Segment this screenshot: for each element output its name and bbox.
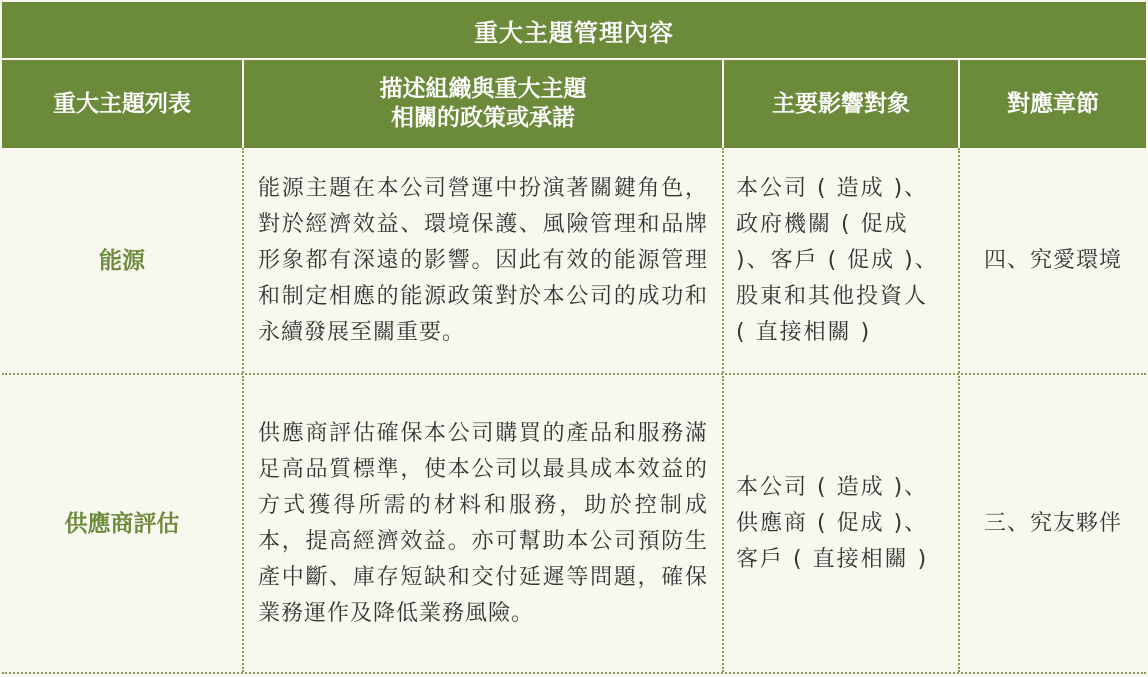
header-impact: 主要影響對象: [724, 60, 960, 148]
header-topic: 重大主題列表: [2, 60, 244, 148]
description-text: 供應商評估確保本公司購買的產品和服務滿足高品質標準，使本公司以最具成本效益的方式獲得所需的材料和服務，助於控制成本，提高經濟效益。亦可幫助本公司預防生產中斷、庫存短缺和交付延遲等問題，確保業務運作及降低業務風險。: [258, 421, 708, 626]
header-description-line2: 相關的政策或承諾: [391, 105, 575, 131]
impact-text: 本公司 ( 造成 )、供應商 ( 促成 )、客戶 ( 直接相關 ): [736, 475, 929, 572]
topic-cell: 能源: [2, 148, 244, 373]
description-cell: [244, 148, 724, 373]
table-title: 重大主題管理內容: [2, 2, 1146, 58]
chapter-cell: 四、究愛環境: [983, 247, 1122, 273]
description-cell: [244, 376, 724, 672]
impact-text: 本公司 ( 造成 )、政府機關 ( 促成 )、客戶 ( 促成 )、股東和其他投資人 ( 直接相關 ): [736, 175, 939, 345]
table-row: [2, 148, 1146, 375]
header-row: [2, 60, 1146, 148]
topic-cell: 供應商評估: [2, 376, 244, 672]
table-row: [2, 376, 1146, 674]
impact-cell: [724, 148, 960, 373]
header-description: [244, 60, 724, 148]
impact-cell: [724, 376, 960, 672]
header-description-line1: 描述組織與重大主題: [379, 76, 587, 103]
description-text: 能源主題在本公司營運中扮演著關鍵角色，對於經濟效益、環境保護、風險管理和品牌形象都有深遠的影響。因此有效的能源管理和制定相應的能源政策對於本公司的成功和永續發展至關重要。: [258, 175, 708, 345]
header-chapter: 對應章節: [960, 60, 1146, 148]
chapter-cell: 三、究友夥伴: [983, 511, 1122, 536]
